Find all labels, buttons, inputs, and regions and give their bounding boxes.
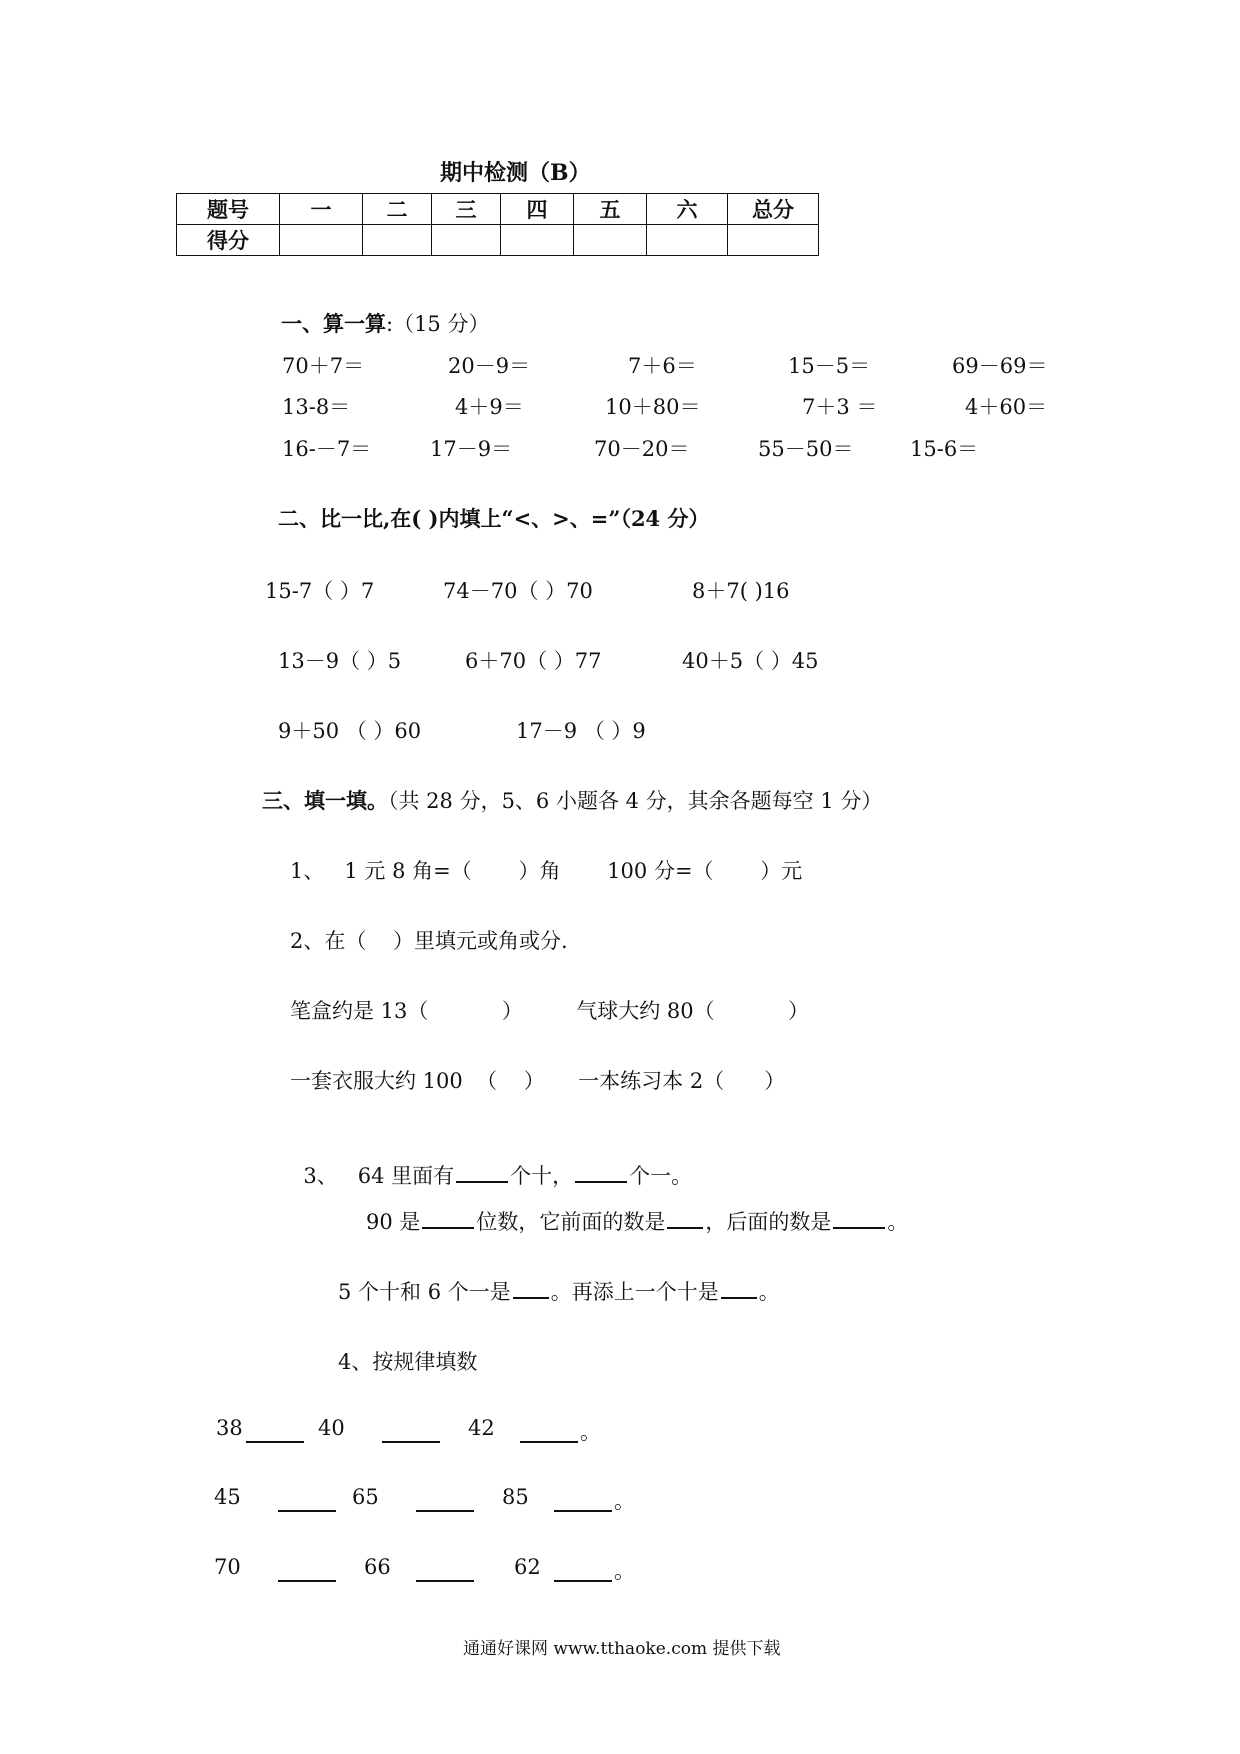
answer-blank[interactable] bbox=[520, 1421, 578, 1443]
calc-item: 20－9＝ bbox=[448, 354, 531, 378]
q3-text: 。 bbox=[758, 1280, 780, 1304]
calc-item: 70－20＝ bbox=[594, 437, 690, 461]
calc-item: 69－69＝ bbox=[952, 354, 1048, 378]
answer-blank[interactable] bbox=[721, 1277, 757, 1299]
calc-item: 15－5＝ bbox=[788, 354, 871, 378]
q3-text: 个十， bbox=[510, 1164, 574, 1188]
q3-text: 。再添上一个十是 bbox=[550, 1280, 719, 1304]
q2-line: 2、在（ ）里填元或角或分. bbox=[290, 929, 568, 953]
answer-blank[interactable] bbox=[278, 1490, 336, 1512]
score-cell bbox=[728, 225, 819, 256]
answer-blank[interactable] bbox=[278, 1560, 336, 1582]
score-table-score-row bbox=[177, 225, 819, 256]
score-cell bbox=[280, 225, 363, 256]
calc-item: 7＋3 ＝ bbox=[802, 395, 878, 419]
q2-line-b: 一套衣服大约 100 （ ） 一本练习本 2（ ） bbox=[290, 1069, 786, 1093]
q3-text: 3、 64 里面有 bbox=[303, 1164, 455, 1188]
score-table-cell: 总分 bbox=[728, 194, 819, 225]
answer-blank[interactable] bbox=[382, 1421, 440, 1443]
score-table-cell: 题号 bbox=[177, 194, 280, 225]
section1-heading-line bbox=[281, 308, 489, 338]
sequence-number: 38 bbox=[216, 1416, 243, 1440]
page-title: 期中检测（B） bbox=[440, 160, 591, 186]
sequence-number: 85 bbox=[502, 1485, 529, 1509]
answer-blank[interactable] bbox=[554, 1490, 612, 1512]
calc-item: 10＋80＝ bbox=[605, 395, 701, 419]
sequence-number: 42 bbox=[468, 1416, 495, 1440]
calc-item: 55－50＝ bbox=[758, 437, 854, 461]
footer-credit: 通通好课网 www.tthaoke.com 提供下载 bbox=[463, 1639, 781, 1659]
score-cell bbox=[501, 225, 574, 256]
score-table-header-row bbox=[177, 194, 819, 225]
answer-blank[interactable] bbox=[575, 1161, 627, 1183]
score-table-cell: 二 bbox=[363, 194, 432, 225]
compare-item: 74－70（ ）70 bbox=[443, 579, 593, 603]
compare-item: 9＋50 （ ）60 bbox=[278, 719, 422, 743]
score-table-cell: 五 bbox=[574, 194, 647, 225]
sequence-end: 。 bbox=[580, 1420, 601, 1444]
sequence-end: 。 bbox=[614, 1559, 635, 1583]
section3-points: （共 28 分，5、6 小题各 4 分，其余各题每空 1 分） bbox=[388, 789, 883, 813]
q3-text: ，后面的数是 bbox=[705, 1210, 832, 1234]
compare-item: 17－9 （ ）9 bbox=[516, 719, 646, 743]
calc-item: 16-－7＝ bbox=[282, 437, 372, 461]
section1-points: :（15 分） bbox=[386, 312, 490, 336]
section2-heading: 二、比一比,在( )内填上“<、>、=”（24 分） bbox=[278, 506, 710, 531]
sequence-number: 65 bbox=[352, 1485, 379, 1509]
score-cell bbox=[647, 225, 728, 256]
q3-text: 位数，它前面的数是 bbox=[476, 1210, 666, 1234]
answer-blank[interactable] bbox=[513, 1277, 549, 1299]
q3-line-1 bbox=[290, 1136, 692, 1190]
sequence-number: 45 bbox=[214, 1485, 241, 1509]
q3-text: 。 bbox=[887, 1210, 909, 1234]
q2-line-a: 笔盒约是 13（ ） 气球大约 80（ ） bbox=[290, 999, 810, 1023]
q3-line-2 bbox=[366, 1206, 908, 1236]
q3-text: 5 个十和 6 个一是 bbox=[338, 1280, 511, 1304]
compare-item: 13－9（ ）5 bbox=[278, 649, 402, 673]
answer-blank[interactable] bbox=[667, 1207, 703, 1229]
score-table-cell: 四 bbox=[501, 194, 574, 225]
q3-line-3 bbox=[338, 1276, 780, 1306]
calc-item: 7＋6＝ bbox=[628, 354, 697, 378]
score-cell bbox=[574, 225, 647, 256]
compare-item: 6＋70（ ）77 bbox=[465, 649, 602, 673]
score-table-cell: 三 bbox=[432, 194, 501, 225]
answer-blank[interactable] bbox=[416, 1490, 474, 1512]
score-table-row-label: 得分 bbox=[177, 225, 280, 256]
answer-blank[interactable] bbox=[554, 1560, 612, 1582]
section1-heading: 一、算一算 bbox=[281, 311, 386, 336]
score-table bbox=[176, 193, 819, 256]
section3-heading-line bbox=[262, 785, 882, 815]
calc-item: 4＋60＝ bbox=[965, 395, 1048, 419]
calc-item: 4＋9＝ bbox=[455, 395, 524, 419]
compare-item: 8＋7( )16 bbox=[692, 579, 790, 603]
sequence-number: 70 bbox=[214, 1555, 241, 1579]
answer-blank[interactable] bbox=[246, 1421, 304, 1443]
sequence-number: 62 bbox=[514, 1555, 541, 1579]
compare-item: 40＋5（ ）45 bbox=[682, 649, 819, 673]
calc-item: 17－9＝ bbox=[430, 437, 513, 461]
answer-blank[interactable] bbox=[456, 1161, 508, 1183]
q1-line: 1、 1 元 8 角=（ ）角 100 分=（ ）元 bbox=[290, 859, 803, 883]
answer-blank[interactable] bbox=[833, 1207, 885, 1229]
compare-item: 15-7（ ）7 bbox=[265, 579, 375, 603]
answer-blank[interactable] bbox=[416, 1560, 474, 1582]
score-cell bbox=[363, 225, 432, 256]
sequence-number: 66 bbox=[364, 1555, 391, 1579]
calc-item: 70＋7＝ bbox=[282, 354, 365, 378]
q3-text: 个一。 bbox=[629, 1164, 693, 1188]
q4-heading: 4、按规律填数 bbox=[338, 1350, 478, 1374]
score-table-cell: 一 bbox=[280, 194, 363, 225]
calc-item: 15-6＝ bbox=[910, 437, 979, 461]
sequence-end: 。 bbox=[614, 1489, 635, 1513]
score-table-cell: 六 bbox=[647, 194, 728, 225]
q3-text: 90 是 bbox=[366, 1210, 421, 1234]
calc-item: 13-8＝ bbox=[282, 395, 351, 419]
answer-blank[interactable] bbox=[422, 1207, 474, 1229]
score-cell bbox=[432, 225, 501, 256]
sequence-number: 40 bbox=[318, 1416, 345, 1440]
section3-heading: 三、填一填。 bbox=[262, 788, 388, 813]
